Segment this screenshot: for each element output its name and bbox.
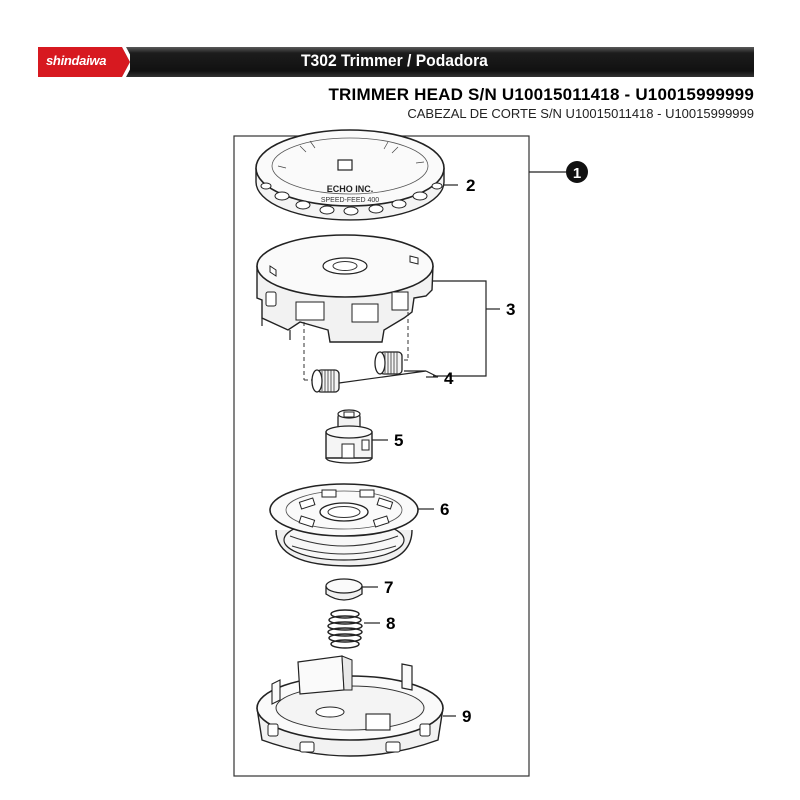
page-title: T302 Trimmer / Podadora <box>301 51 488 70</box>
part-arbor <box>326 410 372 463</box>
logo-text: shindaiwa <box>46 53 107 68</box>
cover-text-1: ECHO INC. <box>326 184 374 194</box>
part-spring <box>328 610 362 648</box>
section-title: TRIMMER HEAD S/N U10015011418 - U10015999999 <box>328 85 754 104</box>
section-subtitle: CABEZAL DE CORTE S/N U10015011418 - U10015999999 <box>407 106 754 121</box>
callout-9: 9 <box>462 707 472 726</box>
part-base <box>257 656 443 756</box>
callout-2: 2 <box>466 176 476 195</box>
callout-6: 6 <box>440 500 450 519</box>
part-cover <box>256 130 444 220</box>
cover-text-2: SPEED-FEED 400 <box>320 197 380 204</box>
part-spool <box>270 484 418 566</box>
callout-5: 5 <box>394 431 404 450</box>
callout-3: 3 <box>506 300 516 319</box>
part-button <box>326 579 362 600</box>
callout-8: 8 <box>386 614 396 633</box>
part-housing <box>257 235 433 342</box>
callout-7: 7 <box>384 578 394 597</box>
callout-1: 1 <box>572 165 582 182</box>
callout-4: 4 <box>444 369 454 388</box>
part-eyelets <box>312 352 402 392</box>
